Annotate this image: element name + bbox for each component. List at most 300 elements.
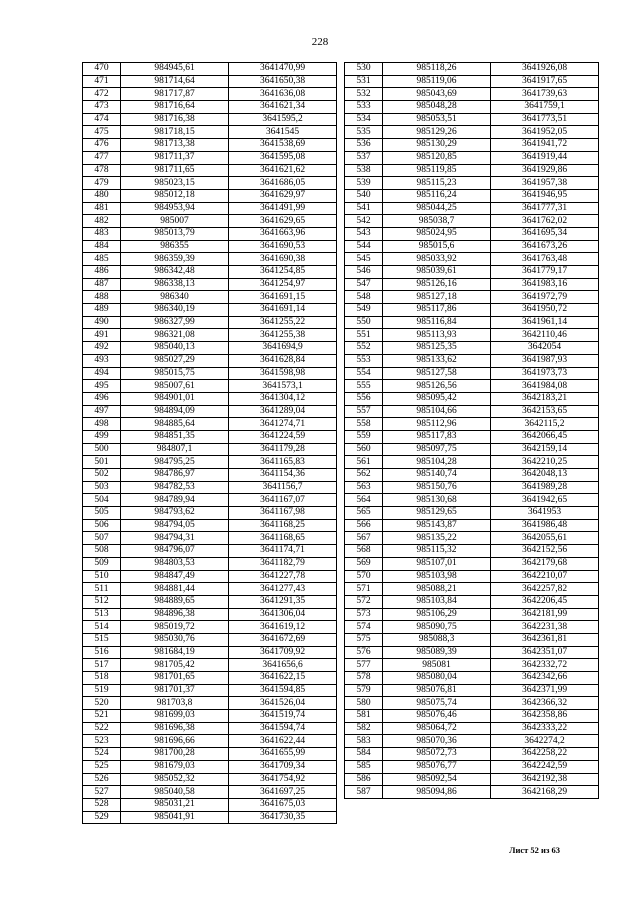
table-row	[345, 240, 599, 253]
y-coordinate-cell: 3641629,97	[229, 189, 337, 202]
x-coordinate-cell: 981700,28	[121, 748, 229, 761]
point-number-cell: 520	[83, 697, 121, 710]
table-row	[83, 126, 337, 139]
table-row	[83, 469, 337, 482]
point-number-cell: 524	[83, 748, 121, 761]
x-coordinate-cell: 985119,85	[383, 164, 491, 177]
point-number-cell: 540	[345, 189, 383, 202]
y-coordinate-cell: 3642115,2	[491, 418, 599, 431]
table-row	[345, 101, 599, 114]
y-coordinate-cell: 3641946,95	[491, 189, 599, 202]
y-coordinate-cell: 3641255,22	[229, 316, 337, 329]
x-coordinate-cell: 985040,58	[121, 786, 229, 799]
x-coordinate-cell: 985135,22	[383, 532, 491, 545]
point-number-cell: 497	[83, 405, 121, 418]
table-row	[83, 798, 337, 811]
y-coordinate-cell: 3641274,71	[229, 418, 337, 431]
table-row	[345, 583, 599, 596]
x-coordinate-cell: 985053,51	[383, 113, 491, 126]
x-coordinate-cell: 985043,69	[383, 88, 491, 101]
y-coordinate-cell: 3641156,7	[229, 481, 337, 494]
y-coordinate-cell: 3641686,05	[229, 177, 337, 190]
x-coordinate-cell: 985117,86	[383, 304, 491, 317]
y-coordinate-cell: 3641697,25	[229, 786, 337, 799]
x-coordinate-cell: 985012,18	[121, 189, 229, 202]
table-row	[345, 380, 599, 393]
y-coordinate-cell: 3641573,1	[229, 380, 337, 393]
y-coordinate-cell: 3641957,38	[491, 177, 599, 190]
table-row	[83, 266, 337, 279]
point-number-cell: 486	[83, 266, 121, 279]
x-coordinate-cell: 985013,79	[121, 227, 229, 240]
table-row	[83, 278, 337, 291]
x-coordinate-cell: 985040,13	[121, 342, 229, 355]
point-number-cell: 564	[345, 494, 383, 507]
y-coordinate-cell: 3642332,72	[491, 659, 599, 672]
y-coordinate-cell: 3642371,99	[491, 684, 599, 697]
table-row	[83, 189, 337, 202]
y-coordinate-cell: 3642231,38	[491, 621, 599, 634]
point-number-cell: 474	[83, 113, 121, 126]
point-number-cell: 542	[345, 215, 383, 228]
y-coordinate-cell: 3641929,86	[491, 164, 599, 177]
point-number-cell: 496	[83, 392, 121, 405]
point-number-cell: 481	[83, 202, 121, 215]
table-row	[345, 557, 599, 570]
point-number-cell: 568	[345, 545, 383, 558]
point-number-cell: 513	[83, 608, 121, 621]
y-coordinate-cell: 3641167,98	[229, 507, 337, 520]
table-row	[345, 659, 599, 672]
point-number-cell: 480	[83, 189, 121, 202]
table-row	[345, 253, 599, 266]
table-row	[83, 633, 337, 646]
y-coordinate-cell: 3642242,59	[491, 760, 599, 773]
point-number-cell: 499	[83, 430, 121, 443]
table-row	[345, 177, 599, 190]
point-number-cell: 485	[83, 253, 121, 266]
table-row	[345, 456, 599, 469]
table-row	[83, 215, 337, 228]
table-row	[345, 215, 599, 228]
x-coordinate-cell: 981713,38	[121, 139, 229, 152]
table-row	[345, 164, 599, 177]
table-row	[345, 545, 599, 558]
x-coordinate-cell: 985044,25	[383, 202, 491, 215]
point-number-cell: 522	[83, 722, 121, 735]
table-row	[83, 392, 337, 405]
x-coordinate-cell: 985076,77	[383, 760, 491, 773]
x-coordinate-cell: 985130,68	[383, 494, 491, 507]
point-number-cell: 556	[345, 392, 383, 405]
table-row	[83, 722, 337, 735]
point-number-cell: 559	[345, 430, 383, 443]
point-number-cell: 531	[345, 75, 383, 88]
x-coordinate-cell: 984945,61	[121, 63, 229, 76]
x-coordinate-cell: 985115,23	[383, 177, 491, 190]
table-row	[83, 595, 337, 608]
x-coordinate-cell: 984851,35	[121, 430, 229, 443]
x-coordinate-cell: 985106,29	[383, 608, 491, 621]
table-row	[345, 202, 599, 215]
x-coordinate-cell: 984881,44	[121, 583, 229, 596]
x-coordinate-cell: 985052,32	[121, 773, 229, 786]
table-row	[345, 139, 599, 152]
table-row	[83, 684, 337, 697]
y-coordinate-cell: 3641754,92	[229, 773, 337, 786]
y-coordinate-cell: 3642168,29	[491, 786, 599, 799]
table-row	[83, 418, 337, 431]
point-number-cell: 502	[83, 469, 121, 482]
table-row	[83, 151, 337, 164]
y-coordinate-cell: 3641224,59	[229, 430, 337, 443]
x-coordinate-cell: 981684,19	[121, 646, 229, 659]
table-row	[83, 291, 337, 304]
table-row	[83, 240, 337, 253]
x-coordinate-cell: 985113,93	[383, 329, 491, 342]
table-row	[83, 75, 337, 88]
x-coordinate-cell: 984795,25	[121, 456, 229, 469]
table-row	[83, 316, 337, 329]
y-coordinate-cell: 3641289,04	[229, 405, 337, 418]
point-number-cell: 537	[345, 151, 383, 164]
table-row	[345, 481, 599, 494]
y-coordinate-cell: 3641709,34	[229, 760, 337, 773]
x-coordinate-cell: 981679,03	[121, 760, 229, 773]
table-row	[345, 532, 599, 545]
sheet-footer: Лист 52 из 63	[509, 845, 560, 855]
table-row	[345, 469, 599, 482]
table-row	[345, 570, 599, 583]
point-number-cell: 501	[83, 456, 121, 469]
table-row	[345, 367, 599, 380]
x-coordinate-cell: 981705,42	[121, 659, 229, 672]
y-coordinate-cell: 3641154,36	[229, 469, 337, 482]
y-coordinate-cell: 3641663,96	[229, 227, 337, 240]
table-row	[345, 63, 599, 76]
x-coordinate-cell: 986321,08	[121, 329, 229, 342]
table-row	[83, 202, 337, 215]
y-coordinate-cell: 3642054	[491, 342, 599, 355]
table-row	[83, 63, 337, 76]
y-coordinate-cell: 3642048,13	[491, 469, 599, 482]
x-coordinate-cell: 985070,36	[383, 735, 491, 748]
point-number-cell: 551	[345, 329, 383, 342]
x-coordinate-cell: 985041,91	[121, 811, 229, 824]
table-row	[83, 329, 337, 342]
table-row	[83, 354, 337, 367]
y-coordinate-cell: 3641690,38	[229, 253, 337, 266]
table-row	[345, 608, 599, 621]
x-coordinate-cell: 981699,03	[121, 710, 229, 723]
table-row	[83, 380, 337, 393]
coordinates-table-left-body	[83, 63, 337, 824]
table-row	[345, 722, 599, 735]
point-number-cell: 484	[83, 240, 121, 253]
y-coordinate-cell: 3641168,65	[229, 532, 337, 545]
y-coordinate-cell: 3641942,65	[491, 494, 599, 507]
y-coordinate-cell: 3642183,21	[491, 392, 599, 405]
table-row	[83, 367, 337, 380]
x-coordinate-cell: 985015,75	[121, 367, 229, 380]
y-coordinate-cell: 3641709,92	[229, 646, 337, 659]
point-number-cell: 517	[83, 659, 121, 672]
y-coordinate-cell: 3642366,32	[491, 697, 599, 710]
table-row	[345, 735, 599, 748]
table-row	[83, 304, 337, 317]
point-number-cell: 558	[345, 418, 383, 431]
y-coordinate-cell: 3642066,45	[491, 430, 599, 443]
point-number-cell: 509	[83, 557, 121, 570]
y-coordinate-cell: 3641594,85	[229, 684, 337, 697]
x-coordinate-cell: 985116,24	[383, 189, 491, 202]
y-coordinate-cell: 3642055,61	[491, 532, 599, 545]
point-number-cell: 473	[83, 101, 121, 114]
table-row	[83, 101, 337, 114]
y-coordinate-cell: 3641277,43	[229, 583, 337, 596]
table-row	[83, 583, 337, 596]
x-coordinate-cell: 984794,05	[121, 519, 229, 532]
table-row	[345, 773, 599, 786]
point-number-cell: 527	[83, 786, 121, 799]
x-coordinate-cell: 981717,87	[121, 88, 229, 101]
point-number-cell: 560	[345, 443, 383, 456]
x-coordinate-cell: 981714,64	[121, 75, 229, 88]
table-row	[83, 88, 337, 101]
x-coordinate-cell: 985118,26	[383, 63, 491, 76]
x-coordinate-cell: 985019,72	[121, 621, 229, 634]
y-coordinate-cell: 3641594,74	[229, 722, 337, 735]
point-number-cell: 494	[83, 367, 121, 380]
point-number-cell: 577	[345, 659, 383, 672]
y-coordinate-cell: 3641254,85	[229, 266, 337, 279]
table-row	[345, 595, 599, 608]
x-coordinate-cell: 984885,64	[121, 418, 229, 431]
y-coordinate-cell: 3642153,65	[491, 405, 599, 418]
x-coordinate-cell: 985048,28	[383, 101, 491, 114]
y-coordinate-cell: 3641763,48	[491, 253, 599, 266]
point-number-cell: 553	[345, 354, 383, 367]
x-coordinate-cell: 985007	[121, 215, 229, 228]
x-coordinate-cell: 984782,53	[121, 481, 229, 494]
point-number-cell: 532	[345, 88, 383, 101]
point-number-cell: 514	[83, 621, 121, 634]
x-coordinate-cell: 985117,83	[383, 430, 491, 443]
x-coordinate-cell: 986340	[121, 291, 229, 304]
y-coordinate-cell: 3641491,99	[229, 202, 337, 215]
x-coordinate-cell: 984901,01	[121, 392, 229, 405]
point-number-cell: 547	[345, 278, 383, 291]
y-coordinate-cell: 3641628,84	[229, 354, 337, 367]
table-row	[83, 253, 337, 266]
table-row	[345, 151, 599, 164]
table-row	[345, 507, 599, 520]
y-coordinate-cell: 3641691,15	[229, 291, 337, 304]
coordinates-table-left	[82, 62, 337, 824]
y-coordinate-cell: 3642210,07	[491, 570, 599, 583]
table-row	[345, 304, 599, 317]
x-coordinate-cell: 985031,21	[121, 798, 229, 811]
table-row	[83, 557, 337, 570]
point-number-cell: 582	[345, 722, 383, 735]
x-coordinate-cell: 985112,96	[383, 418, 491, 431]
point-number-cell: 574	[345, 621, 383, 634]
y-coordinate-cell: 3641777,31	[491, 202, 599, 215]
x-coordinate-cell: 985081	[383, 659, 491, 672]
x-coordinate-cell: 985130,29	[383, 139, 491, 152]
point-number-cell: 541	[345, 202, 383, 215]
point-number-cell: 506	[83, 519, 121, 532]
point-number-cell: 487	[83, 278, 121, 291]
point-number-cell: 488	[83, 291, 121, 304]
x-coordinate-cell: 984953,94	[121, 202, 229, 215]
x-coordinate-cell: 985126,16	[383, 278, 491, 291]
point-number-cell: 498	[83, 418, 121, 431]
point-number-cell: 548	[345, 291, 383, 304]
y-coordinate-cell: 3642274,2	[491, 735, 599, 748]
point-number-cell: 500	[83, 443, 121, 456]
point-number-cell: 552	[345, 342, 383, 355]
x-coordinate-cell: 981711,65	[121, 164, 229, 177]
y-coordinate-cell: 3641972,79	[491, 291, 599, 304]
table-row	[83, 430, 337, 443]
x-coordinate-cell: 984807,1	[121, 443, 229, 456]
x-coordinate-cell: 985120,85	[383, 151, 491, 164]
table-row	[83, 646, 337, 659]
y-coordinate-cell: 3642351,07	[491, 646, 599, 659]
table-row	[345, 786, 599, 799]
y-coordinate-cell: 3641629,65	[229, 215, 337, 228]
x-coordinate-cell: 981716,38	[121, 113, 229, 126]
x-coordinate-cell: 984786,97	[121, 469, 229, 482]
point-number-cell: 571	[345, 583, 383, 596]
point-number-cell: 482	[83, 215, 121, 228]
x-coordinate-cell: 985090,75	[383, 621, 491, 634]
x-coordinate-cell: 985030,76	[121, 633, 229, 646]
point-number-cell: 535	[345, 126, 383, 139]
y-coordinate-cell: 3641621,34	[229, 101, 337, 114]
y-coordinate-cell: 3641983,16	[491, 278, 599, 291]
point-number-cell: 585	[345, 760, 383, 773]
table-row	[345, 684, 599, 697]
point-number-cell: 554	[345, 367, 383, 380]
y-coordinate-cell: 3641636,08	[229, 88, 337, 101]
point-number-cell: 508	[83, 545, 121, 558]
y-coordinate-cell: 3641619,12	[229, 621, 337, 634]
point-number-cell: 536	[345, 139, 383, 152]
table-row	[83, 519, 337, 532]
x-coordinate-cell: 981696,66	[121, 735, 229, 748]
table-row	[345, 113, 599, 126]
point-number-cell: 526	[83, 773, 121, 786]
page-number: 228	[311, 36, 329, 48]
table-row	[345, 710, 599, 723]
point-number-cell: 491	[83, 329, 121, 342]
table-row	[345, 748, 599, 761]
x-coordinate-cell: 985143,87	[383, 519, 491, 532]
point-number-cell: 471	[83, 75, 121, 88]
y-coordinate-cell: 3641182,79	[229, 557, 337, 570]
y-coordinate-cell: 3642342,66	[491, 672, 599, 685]
table-row	[345, 633, 599, 646]
y-coordinate-cell: 3641519,74	[229, 710, 337, 723]
x-coordinate-cell: 986327,99	[121, 316, 229, 329]
point-number-cell: 575	[345, 633, 383, 646]
x-coordinate-cell: 985104,66	[383, 405, 491, 418]
point-number-cell: 586	[345, 773, 383, 786]
y-coordinate-cell: 3641919,44	[491, 151, 599, 164]
coordinates-table-right	[344, 62, 599, 799]
x-coordinate-cell: 981701,37	[121, 684, 229, 697]
x-coordinate-cell: 985089,39	[383, 646, 491, 659]
x-coordinate-cell: 985015,6	[383, 240, 491, 253]
x-coordinate-cell: 985150,76	[383, 481, 491, 494]
table-row	[345, 760, 599, 773]
table-row	[345, 227, 599, 240]
x-coordinate-cell: 984789,94	[121, 494, 229, 507]
table-row	[345, 494, 599, 507]
point-number-cell: 530	[345, 63, 383, 76]
x-coordinate-cell: 985103,84	[383, 595, 491, 608]
point-number-cell: 528	[83, 798, 121, 811]
y-coordinate-cell: 3642258,22	[491, 748, 599, 761]
x-coordinate-cell: 985127,58	[383, 367, 491, 380]
x-coordinate-cell: 985126,56	[383, 380, 491, 393]
point-number-cell: 512	[83, 595, 121, 608]
table-row	[345, 291, 599, 304]
table-row	[83, 697, 337, 710]
y-coordinate-cell: 3641595,08	[229, 151, 337, 164]
x-coordinate-cell: 986359,39	[121, 253, 229, 266]
point-number-cell: 489	[83, 304, 121, 317]
point-number-cell: 544	[345, 240, 383, 253]
x-coordinate-cell: 984847,49	[121, 570, 229, 583]
table-row	[345, 519, 599, 532]
table-row	[83, 545, 337, 558]
point-number-cell: 565	[345, 507, 383, 520]
table-row	[345, 392, 599, 405]
point-number-cell: 546	[345, 266, 383, 279]
point-number-cell: 563	[345, 481, 383, 494]
y-coordinate-cell: 3641762,02	[491, 215, 599, 228]
y-coordinate-cell: 3641165,83	[229, 456, 337, 469]
y-coordinate-cell: 3641598,98	[229, 367, 337, 380]
x-coordinate-cell: 984794,31	[121, 532, 229, 545]
y-coordinate-cell: 3641595,2	[229, 113, 337, 126]
x-coordinate-cell: 985119,06	[383, 75, 491, 88]
table-row	[345, 88, 599, 101]
point-number-cell: 479	[83, 177, 121, 190]
y-coordinate-cell: 3642179,68	[491, 557, 599, 570]
point-number-cell: 572	[345, 595, 383, 608]
table-row	[345, 430, 599, 443]
point-number-cell: 533	[345, 101, 383, 114]
y-coordinate-cell: 3641650,38	[229, 75, 337, 88]
table-row	[83, 735, 337, 748]
y-coordinate-cell: 3642333,22	[491, 722, 599, 735]
point-number-cell: 478	[83, 164, 121, 177]
point-number-cell: 523	[83, 735, 121, 748]
table-row	[345, 646, 599, 659]
table-row	[83, 456, 337, 469]
x-coordinate-cell: 985104,28	[383, 456, 491, 469]
table-row	[83, 570, 337, 583]
y-coordinate-cell: 3641304,12	[229, 392, 337, 405]
x-coordinate-cell: 985116,84	[383, 316, 491, 329]
point-number-cell: 576	[345, 646, 383, 659]
x-coordinate-cell: 985076,46	[383, 710, 491, 723]
x-coordinate-cell: 985094,86	[383, 786, 491, 799]
